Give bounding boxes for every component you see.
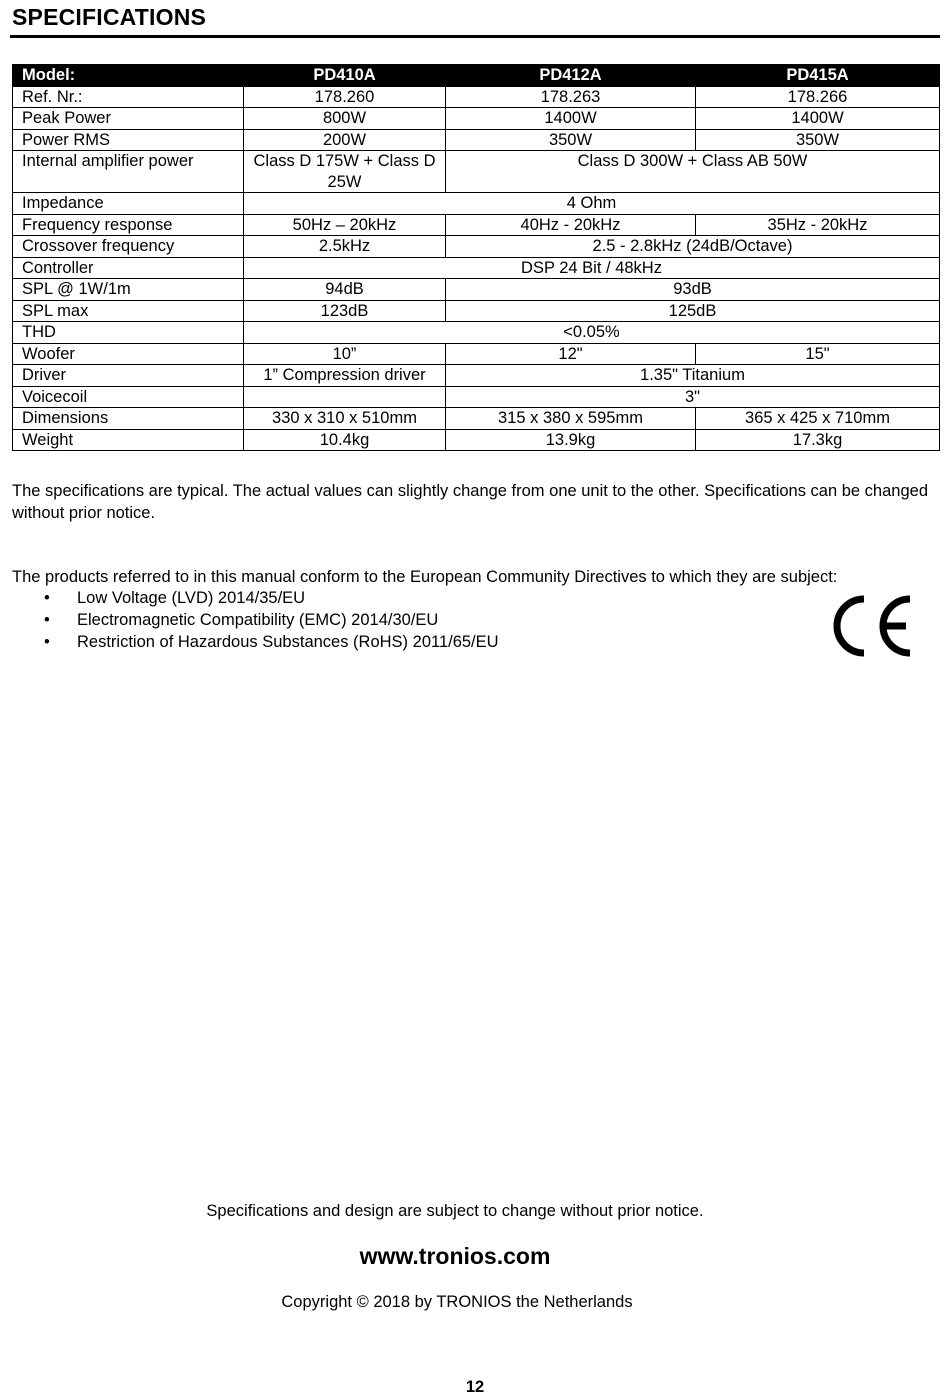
header-cell-pd412a: PD412A bbox=[446, 65, 696, 87]
table-row bbox=[13, 129, 940, 151]
copyright-notice: Copyright © 2018 by TRONIOS the Netherlands bbox=[281, 1293, 633, 1311]
header-cell-pd415a: PD415A bbox=[696, 65, 940, 87]
table-cell: 123dB bbox=[244, 300, 446, 322]
table-cell: 125dB bbox=[446, 300, 940, 322]
directive-text: Electromagnetic Compatibility (EMC) 2014/30/EU bbox=[77, 611, 439, 629]
table-cell: 2.5kHz bbox=[244, 236, 446, 258]
row-label: Weight bbox=[13, 429, 244, 451]
table-row bbox=[13, 322, 940, 344]
table-cell: 1” Compression driver bbox=[244, 365, 446, 387]
specifications-note: The specifications are typical. The actual values can slightly change from one unit to the other. Specifications can be changed without prior notice. bbox=[12, 482, 928, 522]
table-cell: 4 Ohm bbox=[244, 193, 940, 215]
table-cell: 1400W bbox=[696, 108, 940, 130]
table-cell: Class D 300W + Class AB 50W bbox=[446, 151, 940, 193]
table-row bbox=[13, 257, 940, 279]
directive-text: Low Voltage (LVD) 2014/35/EU bbox=[77, 589, 306, 607]
table-cell: 3" bbox=[446, 386, 940, 408]
table-row bbox=[13, 108, 940, 130]
row-label: Voicecoil bbox=[13, 386, 244, 408]
table-header-row bbox=[13, 65, 940, 87]
table-row bbox=[13, 365, 940, 387]
row-label: Frequency response bbox=[13, 214, 244, 236]
row-label: Woofer bbox=[13, 343, 244, 365]
table-cell: 94dB bbox=[244, 279, 446, 301]
table-cell: 13.9kg bbox=[446, 429, 696, 451]
table-cell: 40Hz - 20kHz bbox=[446, 214, 696, 236]
table-row bbox=[13, 300, 940, 322]
bullet-icon: • bbox=[44, 589, 50, 607]
table-cell: 93dB bbox=[446, 279, 940, 301]
row-label: SPL @ 1W/1m bbox=[13, 279, 244, 301]
table-cell: 17.3kg bbox=[696, 429, 940, 451]
table-row bbox=[13, 236, 940, 258]
table-cell: 330 x 310 x 510mm bbox=[244, 408, 446, 430]
table-cell: <0.05% bbox=[244, 322, 940, 344]
table-cell: 178.266 bbox=[696, 86, 940, 108]
page-title: SPECIFICATIONS bbox=[12, 4, 207, 30]
table-cell: 178.260 bbox=[244, 86, 446, 108]
table-cell: 315 x 380 x 595mm bbox=[446, 408, 696, 430]
table-cell: 15" bbox=[696, 343, 940, 365]
table-row bbox=[13, 214, 940, 236]
table-cell: 365 x 425 x 710mm bbox=[696, 408, 940, 430]
row-label: Internal amplifier power bbox=[13, 151, 244, 193]
row-label: SPL max bbox=[13, 300, 244, 322]
row-label: Crossover frequency bbox=[13, 236, 244, 258]
row-label: Ref. Nr.: bbox=[13, 86, 244, 108]
table-cell: 1400W bbox=[446, 108, 696, 130]
footer-notice: Specifications and design are subject to change without prior notice. bbox=[206, 1202, 704, 1220]
row-label: Driver bbox=[13, 365, 244, 387]
title-divider bbox=[10, 35, 940, 38]
header-cell-model: Model: bbox=[13, 65, 244, 87]
table-cell: 200W bbox=[244, 129, 446, 151]
ce-mark-icon bbox=[826, 593, 916, 659]
table-cell: 50Hz – 20kHz bbox=[244, 214, 446, 236]
header-cell-pd410a: PD410A bbox=[244, 65, 446, 87]
list-item bbox=[12, 631, 499, 653]
row-label: THD bbox=[13, 322, 244, 344]
table-row bbox=[13, 86, 940, 108]
list-item bbox=[12, 609, 499, 631]
specifications-table bbox=[12, 64, 940, 451]
row-label: Power RMS bbox=[13, 129, 244, 151]
table-cell: 178.263 bbox=[446, 86, 696, 108]
conformity-intro: The products referred to in this manual conform to the European Community Directives to which they are subject: bbox=[12, 568, 838, 586]
table-cell: 1.35" Titanium bbox=[446, 365, 940, 387]
table-cell: 35Hz - 20kHz bbox=[696, 214, 940, 236]
row-label: Dimensions bbox=[13, 408, 244, 430]
table-cell: Class D 175W + Class D 25W bbox=[244, 151, 446, 193]
table-cell: DSP 24 Bit / 48kHz bbox=[244, 257, 940, 279]
row-label: Controller bbox=[13, 257, 244, 279]
list-item bbox=[12, 587, 499, 609]
table-row bbox=[13, 408, 940, 430]
table-row bbox=[13, 343, 940, 365]
table-row bbox=[13, 386, 940, 408]
directives-list bbox=[12, 587, 499, 653]
table-row bbox=[13, 279, 940, 301]
table-cell bbox=[244, 386, 446, 408]
row-label: Impedance bbox=[13, 193, 244, 215]
table-cell: 10” bbox=[244, 343, 446, 365]
bullet-icon: • bbox=[44, 611, 50, 629]
table-cell: 10.4kg bbox=[244, 429, 446, 451]
row-label: Peak Power bbox=[13, 108, 244, 130]
table-cell: 350W bbox=[446, 129, 696, 151]
table-row bbox=[13, 193, 940, 215]
table-cell: 2.5 - 2.8kHz (24dB/Octave) bbox=[446, 236, 940, 258]
table-cell: 350W bbox=[696, 129, 940, 151]
table-row bbox=[13, 429, 940, 451]
table-cell: 12" bbox=[446, 343, 696, 365]
page-number: 12 bbox=[465, 1378, 485, 1396]
table-row bbox=[13, 151, 940, 193]
bullet-icon: • bbox=[44, 633, 50, 651]
table-cell: 800W bbox=[244, 108, 446, 130]
website-url: www.tronios.com bbox=[359, 1243, 551, 1269]
directive-text: Restriction of Hazardous Substances (RoHS) 2011/65/EU bbox=[77, 633, 499, 651]
